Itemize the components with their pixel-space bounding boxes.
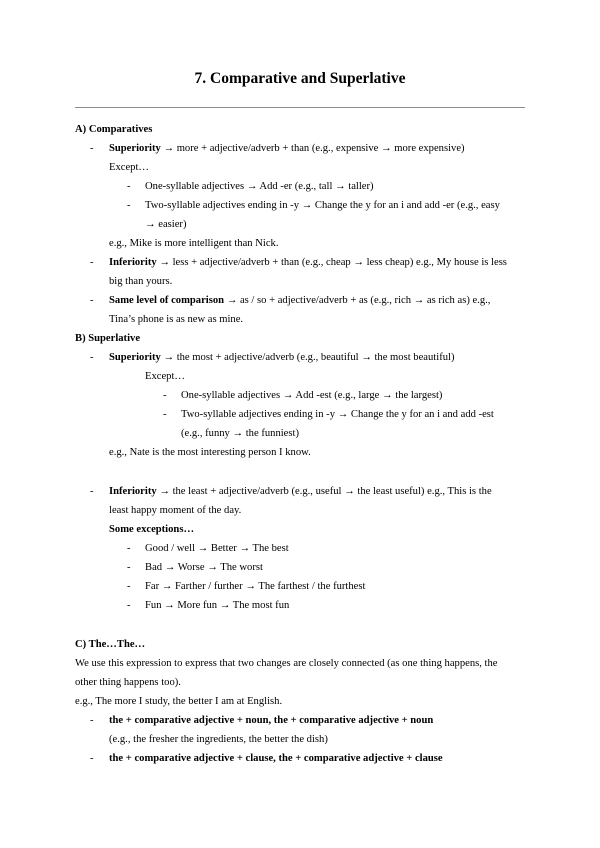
exception-item: Bad → Worse → The worst	[145, 562, 263, 573]
a-inferiority-cont: big than yours.	[109, 276, 173, 287]
section-c-heading: C) The…The…	[75, 639, 146, 650]
a-same-level-line	[109, 294, 490, 307]
rule-text: → more + adjective/adverb + than (e.g., expensive → more expensive)	[160, 143, 465, 154]
c-rule-1: the + comparative adjective + noun, the + comparative adjective + noun	[109, 715, 434, 726]
b-except: Except…	[145, 371, 186, 382]
bullet: -	[90, 257, 94, 268]
b-example: e.g., Nate is the most interesting person I know.	[109, 447, 311, 458]
exception-item: Fun → More fun → The most fun	[145, 600, 290, 611]
b-superiority-line	[109, 351, 454, 364]
bullet: -	[90, 753, 94, 764]
bullet: -	[127, 200, 131, 211]
term: Superiority	[109, 143, 161, 154]
title-divider	[75, 107, 525, 108]
a-except: Except…	[109, 162, 150, 173]
term: Superiority	[109, 352, 161, 363]
rule-text: → as / so + adjective/adverb + as (e.g., rich → as rich as) e.g.,	[224, 295, 491, 306]
rule-text: → less + adjective/adverb + than (e.g., cheap → less cheap) e.g., My house is less	[156, 257, 507, 268]
exception-item: Good / well → Better → The best	[145, 543, 289, 554]
bullet: -	[127, 600, 131, 611]
bullet: -	[90, 143, 94, 154]
b-exception-1: One-syllable adjectives → Add -est (e.g., large → the largest)	[181, 390, 443, 401]
rule-text: → the most + adjective/adverb (e.g., beautiful → the most beautiful)	[160, 352, 455, 363]
term: Inferiority	[109, 257, 157, 268]
a-same-level-cont: Tina’s phone is as new as mine.	[109, 314, 244, 325]
a-superiority-line	[109, 142, 465, 155]
bullet: -	[90, 295, 94, 306]
bullet: -	[163, 390, 167, 401]
exceptions-heading: Some exceptions…	[109, 524, 195, 535]
a-exception-1: One-syllable adjectives → Add -er (e.g., tall → taller)	[145, 181, 374, 192]
bullet: -	[90, 715, 94, 726]
bullet: -	[127, 581, 131, 592]
c-example: e.g., The more I study, the better I am at English.	[75, 696, 283, 707]
b-inferiority-line	[109, 485, 492, 498]
b-exception-2: Two-syllable adjectives ending in -y → Change the y for an i and add -est	[181, 409, 494, 420]
b-inferiority-cont: least happy moment of the day.	[109, 505, 242, 516]
c-rule-1-example: (e.g., the fresher the ingredients, the better the dish)	[109, 734, 328, 745]
term: Same level of comparison	[109, 295, 225, 306]
b-exception-2-cont: (e.g., funny → the funniest)	[181, 428, 299, 439]
bullet: -	[90, 352, 94, 363]
a-exception-2-cont: → easier)	[145, 219, 187, 230]
a-example: e.g., Mike is more intelligent than Nick.	[109, 238, 279, 249]
exception-item: Far → Farther / further → The farthest / the furthest	[145, 581, 366, 592]
a-inferiority-line	[109, 256, 507, 269]
term: Inferiority	[109, 486, 157, 497]
bullet: -	[90, 486, 94, 497]
c-paragraph: We use this expression to express that two changes are closely connected (as one thing happens, the	[75, 658, 498, 669]
c-rule-2: the + comparative adjective + clause, the + comparative adjective + clause	[109, 753, 443, 764]
section-a-heading: A) Comparatives	[75, 124, 153, 135]
rule-text: → the least + adjective/adverb (e.g., useful → the least useful) e.g., This is the	[156, 486, 492, 497]
page-title: 7. Comparative and Superlative	[194, 70, 406, 87]
bullet: -	[127, 543, 131, 554]
bullet: -	[127, 562, 131, 573]
a-exception-2: Two-syllable adjectives ending in -y → Change the y for an i and add -er (e.g., easy	[145, 200, 500, 211]
section-b-heading: B) Superlative	[75, 333, 141, 344]
bullet: -	[163, 409, 167, 420]
c-paragraph-cont: other thing happens too).	[75, 677, 181, 688]
bullet: -	[127, 181, 131, 192]
